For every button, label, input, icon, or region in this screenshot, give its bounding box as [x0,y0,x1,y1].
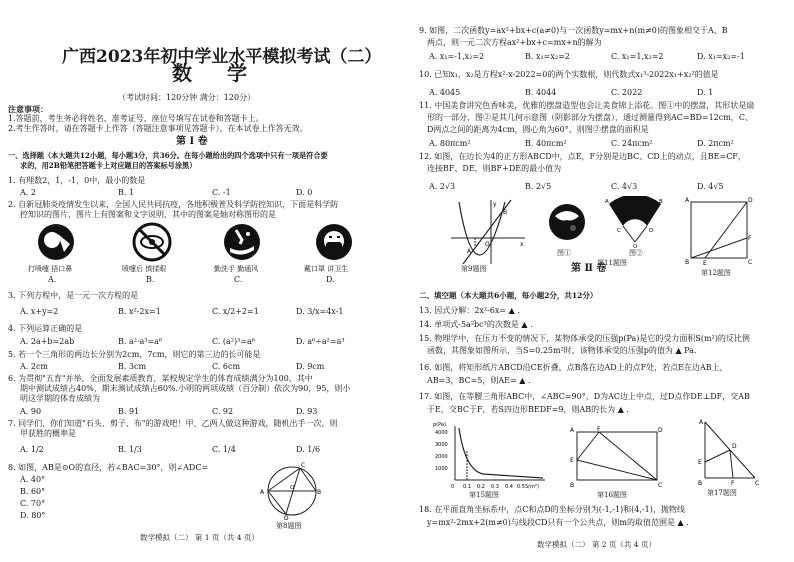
fig17-label: D [732,443,737,450]
fig12-label: C [748,259,753,266]
figure-8-caption: 第8题图 [276,522,302,530]
option-c: C. x₁=1,x₂=2 [611,52,664,61]
option-c: C. -1 [212,188,231,197]
option-c: C. 92 [212,407,234,416]
fig15-tick: 2000 [435,454,448,460]
q2-icon-caption: 勤洗手 勤通风 [214,265,259,273]
question-15: 函数，其图象如图所示，当S=0.25m²时，该物体承受的压强p的值为 ▲ Pa. [427,346,697,355]
option-a: A. x+y=2 [20,307,59,316]
fig15-tick: 0.3 [491,484,499,490]
option-b: B. a²·a³=a⁶ [118,337,163,346]
option-b: B. 91 [118,407,140,416]
option-c: C. 70° [20,499,46,508]
fig11-label: B [659,199,663,205]
fig15-tick: 1000 [435,466,448,472]
section-1-heading: 一、选择题（本大题共12小题，每小题3分，共36分。在每小题给出的四个选项中只有一项是符合要 [8,151,328,160]
option-d: D. a⁶÷a²=a³ [296,337,345,346]
option-c: C. (a²)³=a⁶ [212,337,256,346]
figure-17-triangle [697,418,761,486]
option-c: C. 4√3 [611,182,638,191]
option-b: B. 1/3 [118,445,142,454]
fig12-label: F [748,235,752,242]
option-a: A. 2cm [20,362,49,371]
option-d: D. 0 [296,188,313,197]
option-c: C. 1/4 [212,445,236,454]
fig12-label: B [685,259,690,266]
note-line: 2.考生作答时，请在答题卡上作答（答题注意事项见答题卡），在本试卷上作答无效。 [8,124,308,133]
question-8: 8. 如图，AB是⊙O的直径，若∠BAC=30°，则∠ADC= [8,463,209,472]
option-d: D. 93 [296,407,318,416]
option-d: D. 9cm [296,362,325,371]
question-14: 14. 单项式-5a²bc³的次数是 ▲ . [419,320,533,329]
option-d: D. x₁=x₂=-1 [697,52,745,61]
question-7: 甲获胜的概率是 [20,429,76,438]
figure-17-caption: 第17题图 [707,489,737,497]
figure-8-circle [260,462,324,520]
option-c: C. 24πcm² [611,139,653,148]
fig8-label: D [284,515,289,520]
question-4: 4. 下列运算正确的是 [8,324,83,333]
option-a: A. 2 [20,188,36,197]
fig11-label: D [649,228,654,234]
question-18: y=mx²-2mx+2(m≠0)与线段CD只有一个公共点，则m的取值范围是 ▲ . [427,518,689,527]
fig11-label: A [605,199,609,205]
option-d: D. [326,275,335,284]
question-9: 两点，则一元二次方程ax²+bx+c=mx+n的解为 [427,38,602,47]
question-7: 7. 同学们，你们知道"石头、剪子、布"的游戏吧！甲、乙两人做这种游戏，随机出手一次，则 [8,419,338,428]
fig15-tick: 3000 [435,442,448,448]
question-17: 17. 如图，在等腰三角形ABC中，∠ABC=90°，D为AC边上中点，过D点作DE⊥DF，交AB [419,392,750,401]
question-9: 9. 如图，二次函数y=ax²+bx+c(a≠0)与一次函数y=mx+n(m≠0)的图象相交于A、B [419,26,728,35]
fig9-label: O [485,241,490,248]
option-b: B. x²-2x=1 [118,307,161,316]
question-15: 15. 物理学中，在压力不变的情况下，某物体承受的压强p(Pa)是它的受力面积S(m²)的反比例 [419,334,750,343]
no-rub-eyes-icon [130,222,174,262]
option-b: B. 1 [118,188,135,197]
question-1: 1. 有理数2，1，-1，0中，最小的数是 [8,176,146,185]
option-b: B. 60° [20,487,46,496]
note-line: 1.答题前，考生务必将姓名、准考证号、座位号填写在试卷和答题卡上。 [8,114,264,123]
fig8-label: C [301,462,306,469]
question-16: AB=3，BC=5，则AE= ▲ . [427,376,531,385]
question-13: 13. 因式分解：2x²-6x= ▲ . [419,306,520,315]
option-a: A. 4045 [429,88,461,97]
option-c: C. x/2+2=1 [212,307,259,316]
figure-16-rectangle [569,424,665,490]
figure-16-caption: 第16题图 [597,491,627,499]
fig9-label: B [503,209,508,216]
option-d: D. 80° [20,511,46,520]
option-c: C. [234,275,243,284]
notes-heading: 注意事项： [8,104,48,114]
figure-15-graph [433,420,549,490]
hand-wash-icon [220,222,264,262]
option-a: A. [48,275,57,284]
fig17-label: B [698,480,703,486]
fig8-label: O [290,485,295,491]
fig15-tick: 4000 [435,430,448,436]
option-a: A. x₁=-1,x₂=2 [429,52,485,61]
option-b: B. [146,275,155,284]
exam-title: 广西2023年初中学业水平模拟考试（二） [62,47,382,67]
fig15-tick: 0 [451,484,455,490]
fig9-label: y [493,201,497,208]
question-5: 5. 若一个三角形的两边长分别为2cm，7cm，则它的第三边的长可能是 [8,350,261,359]
fig15-tick: 0.4 [505,484,513,490]
right-page [397,0,794,562]
volume-1-heading: 第 Ⅰ 卷 [176,136,208,147]
fig16-label: E [570,457,574,464]
option-b: B. 3cm [118,362,147,371]
question-6: 期中测试成绩占40%，期末测试成绩占60%.小明的两项成绩（百分制）依次为90，95，则小 [20,384,351,393]
fig12-label: D [748,197,753,204]
figure-11-label: 图② [629,249,643,257]
option-a: A. 2a+b=2ab [20,337,75,346]
mask-icon [312,222,356,262]
section-2-heading: 二、填空题（本大题共6小题，每小题2分，共12分） [419,291,598,300]
option-a: A. 40° [20,475,46,484]
fig9-label: x [520,241,524,248]
figure-11-sector-diagram [605,196,665,248]
fig15-axis-label: p(Pa) [433,422,446,428]
fig15-tick: 0.5 [517,484,525,490]
fig12-label: E [703,260,707,266]
option-d: D. 4√5 [697,182,724,191]
fig16-label: B [570,482,575,489]
option-a: A. 80πcm² [429,139,471,148]
fig16-label: A [570,427,575,434]
sneeze-cover-icon [34,222,78,262]
option-a: A. 90 [20,407,42,416]
fig17-label: E [698,459,702,466]
question-6: 明这学期的体育成绩为 [20,394,100,403]
fig15-axis-label: S(m²) [525,484,539,490]
question-11: 11. 中国美食讲究色香味美，优雅的摆盘造型也会让美食锦上添花。图①中的摆盘，其形状是扇 [419,101,755,110]
figure-12-caption: 第12题图 [701,269,731,277]
question-2: 2. 自新冠肺炎疫情发生以来，全国人民共同抗疫，各地积极普及科学防控知识，下面是科学防 [8,200,339,209]
fig15-tick: 0.1 [463,484,471,490]
q2-icon-caption: 戴口罩 讲卫生 [304,265,349,273]
fig8-label: B [317,489,322,496]
option-b: B. 2√5 [525,182,552,191]
fig8-label: A [260,489,265,496]
figure-9-caption: 第9题图 [461,265,487,273]
q2-icon-caption: 喷嚏后 慎揉眼 [122,265,167,273]
fig16-label: F [597,426,601,433]
question-18: 18. 在平面直角坐标系中，点C和点D的坐标分别为(-1,-1)和(4,-1)，抛物线 [419,505,685,514]
question-11: 形的一部分，图②是其几何示意图（阴影部分为摆盘），通过测量得到AC=BD=12cm，C、 [427,113,753,122]
option-d: D. 1/6 [296,445,321,454]
question-12: 12. 如图，在边长为4的正方形ABCD中，点E，F分别是边BC、CD上的动点，且BE=CF， [419,152,746,161]
volume-2-heading: 第 Ⅱ 卷 [571,263,607,274]
figure-12-square [685,196,755,266]
option-d: D. 1 [697,88,714,97]
option-a: A. 2√3 [429,182,456,191]
fig17-label: C [755,480,760,486]
fig9-label: A [467,248,472,255]
question-10: 10. 已知x₁，x₂是方程x²-x-2022=0的两个实数根，则代数式x₁³-2022x₁+x₂²的值是 [419,70,719,79]
q2-icon-caption: 打喷嚏 捂口鼻 [28,265,73,273]
option-d: D. 2πcm² [697,139,734,148]
exam-info: （考试时间：120分钟 满分：120分） [118,93,256,102]
question-3: 3. 下列方程中，是一元一次方程的是 [8,291,139,300]
fig17-label: A [699,419,704,426]
option-c: C. 6cm [212,362,241,371]
option-b: B. 4044 [525,88,557,97]
option-b: B. 40πcm² [525,139,567,148]
question-2: 控知识的图片，图片上有图案和文字说明，其中的图案是轴对称图形的是 [20,210,276,219]
figure-11-plate-photo [545,200,589,244]
option-c: C. 2022 [611,88,643,97]
fig15-tick: 0.2 [477,484,485,490]
figure-11-caption: 第11题图 [597,259,627,267]
page-footer: 数学模拟（二） 第 1 页（共 4 页） [140,533,259,542]
subject-heading: 数 学 [172,61,261,85]
fig11-label: O [633,244,638,248]
question-12: 连接BF、DE，则BF+DE的最小值为 [427,164,562,173]
fig16-label: C [658,482,663,489]
page-footer: 数学模拟（二） 第 2 页（共 4 页） [537,540,656,549]
figure-9-graph [447,198,527,266]
fig17-label: F [731,480,735,486]
option-a: A. 1/2 [20,445,44,454]
question-11: D两点之间的距离为4cm，圆心角为60°，则图②摆盘的面积是 [427,125,649,134]
section-1-heading: 求的，用2B铅笔把答题卡上对应题目的答案标号涂黑） [20,161,197,170]
figure-11-label: 图① [557,249,571,257]
fig11-label: C [617,228,621,234]
figure-15-caption: 第15题图 [469,491,499,499]
fig12-label: A [685,197,690,204]
question-16: 16. 如图，将矩形纸片ABCD沿CE折叠，点B落在边AD上的点F处，若点E在边AB上， [419,363,728,372]
fig16-label: D [658,427,663,434]
question-6: 6. 为贯彻"五育"并举，全面发展素质教育，某校规定学生的体育成绩满分为100，其中 [8,374,313,383]
option-b: B. x₁=x₂=2 [525,52,570,61]
option-d: D. 3/x=4x-1 [296,307,344,316]
question-17: 于E，交BC于F，若S四边形BEDF=9，则AB的长为 ▲ . [427,405,629,414]
